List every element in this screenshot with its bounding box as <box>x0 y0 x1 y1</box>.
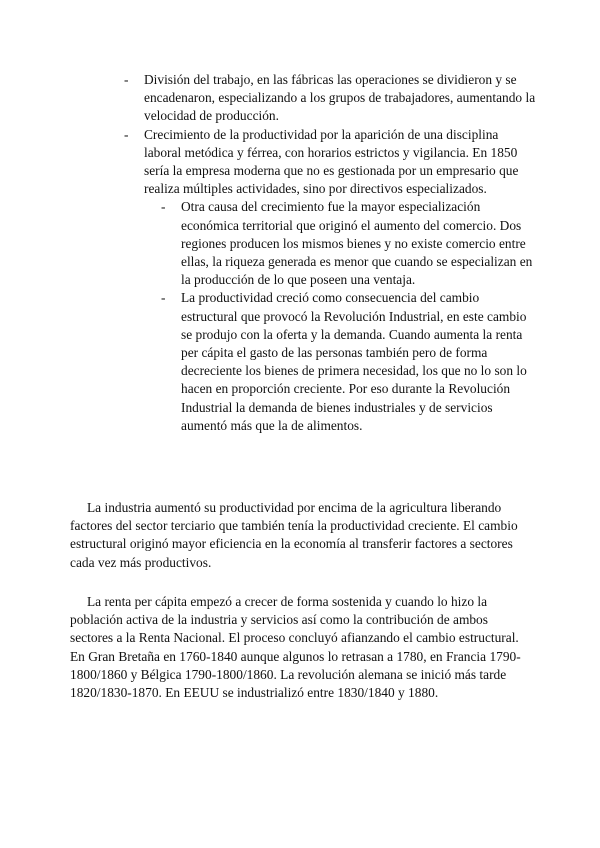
bullet-dash: - <box>161 199 166 215</box>
list-item <box>124 126 536 435</box>
list-item <box>161 289 536 435</box>
bullet-list <box>124 71 536 435</box>
body-paragraph: La industria aumentó su productividad por encima de la agricultura liberando factores del sector terciario que también tenía la productividad creciente. El cambio estructural originó mayor eficiencia en la economía al transferir factores a sectores cada vez más productivos. <box>70 500 518 570</box>
bullet-dash: - <box>124 126 129 142</box>
sub-bullet-list <box>161 198 536 435</box>
list-item <box>124 71 536 126</box>
sub-bullet-text: Otra causa del crecimiento fue la mayor especialización económica territorial que originó el aumento del comercio. Dos regiones producen los mismos bienes y no existe comercio entre ellas, la riqueza generada es menor que cuando se especializan en la producción de lo que poseen una ventaja. <box>181 199 533 288</box>
sub-bullet-text: La productividad creció como consecuencia del cambio estructural que provocó la Revolución Industrial, en este cambio se produjo con la oferta y la demanda. Cuando aumenta la renta per cápita el gasto de las personas también pero de forma decreciente los bienes de primera necesidad, los que no lo son lo hacen en proporción creciente. Por eso durante la Revolución Industrial la demanda de bienes industriales y de servicios aumentó más que la de alimentos. <box>181 290 527 433</box>
bullet-dash: - <box>161 290 166 306</box>
list-item <box>161 198 536 289</box>
bullet-text: División del trabajo, en las fábricas las operaciones se dividieron y se encadenaron, especializando a los grupos de trabajadores, aumentando la velocidad de producción. <box>144 72 536 124</box>
bullet-text: Crecimiento de la productividad por la aparición de una disciplina laboral metódica y férrea, con horarios estrictos y vigilancia. En 1850 sería la empresa moderna que no es gestionada por un empresario que realiza múltiples actividades, sino por directivos especializados. <box>144 126 519 197</box>
body-paragraph: La renta per cápita empezó a crecer de forma sostenida y cuando lo hizo la población activa de la industria y servicios así como la contribución de ambos sectores a la Renta Nacional. El proceso concluyó afianzando el cambio estructural. En Gran Bretaña en 1760-1840 aunque algunos lo retrasan a 1780, en Francia 1790-1800/1860 y Bélgica 1790-1800/1860. La revolución alemana se inició más tarde 1820/1830-1870. En EEUU se industrializó entre 1830/1840 y 1880. <box>70 594 521 701</box>
bullet-dash: - <box>124 72 129 87</box>
